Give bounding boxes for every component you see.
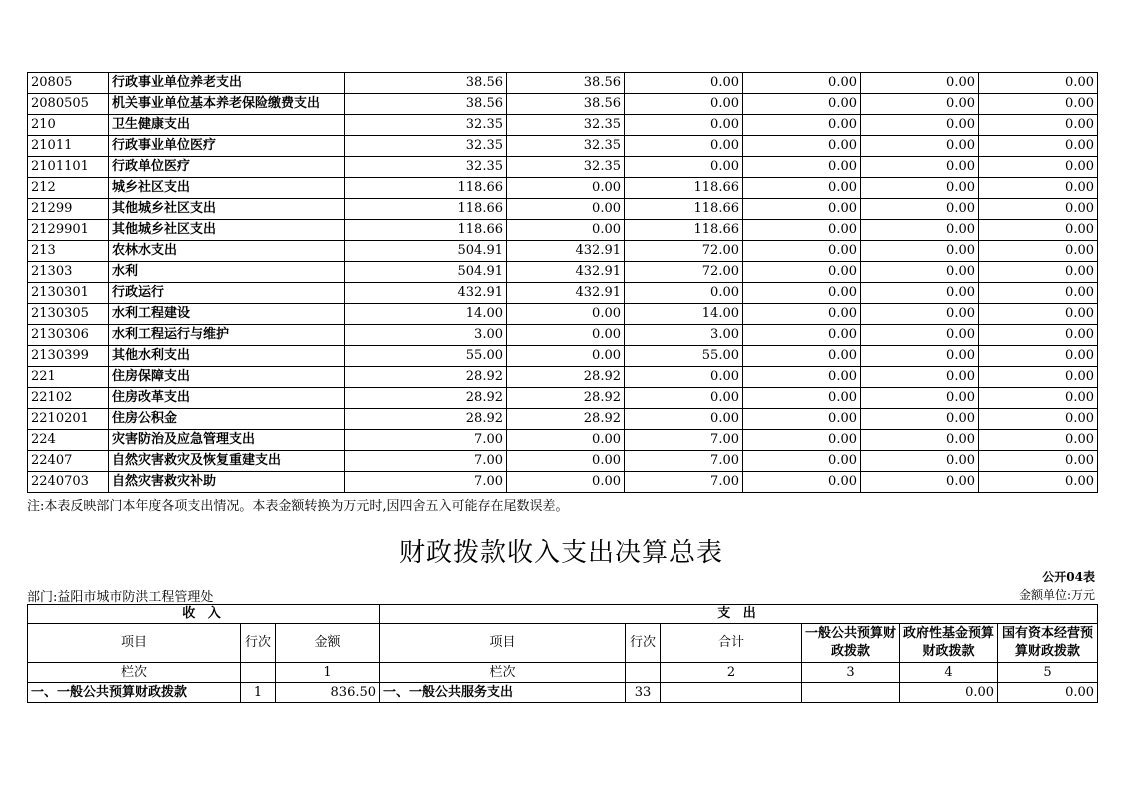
value-cell: 0.00 <box>743 241 861 262</box>
income-row-no: 1 <box>241 683 276 703</box>
subject-code-cell: 2210201 <box>28 409 109 430</box>
value-cell: 0.00 <box>979 94 1098 115</box>
col-income-item: 项目 <box>28 624 241 663</box>
subject-code-cell: 22102 <box>28 388 109 409</box>
value-cell: 0.00 <box>979 115 1098 136</box>
colnum-empty <box>241 663 276 683</box>
table-row <box>28 262 1098 283</box>
colnum-3: 3 <box>802 663 900 683</box>
value-cell: 3.00 <box>625 325 743 346</box>
subject-name-cell: 自然灾害救灾补助 <box>109 472 345 493</box>
value-cell: 0.00 <box>861 73 979 94</box>
value-cell: 0.00 <box>861 451 979 472</box>
value-cell: 504.91 <box>345 262 507 283</box>
value-cell: 0.00 <box>979 451 1098 472</box>
subject-code-cell: 221 <box>28 367 109 388</box>
value-cell: 0.00 <box>743 157 861 178</box>
colnum-5: 5 <box>998 663 1098 683</box>
value-cell: 0.00 <box>507 178 625 199</box>
expense-fund: 0.00 <box>900 683 998 703</box>
value-cell: 432.91 <box>507 241 625 262</box>
value-cell: 0.00 <box>743 472 861 493</box>
col-general-budget: 一般公共预算财政拨款 <box>802 624 900 663</box>
value-cell: 38.56 <box>345 73 507 94</box>
value-cell: 0.00 <box>861 367 979 388</box>
subject-code-cell: 2101101 <box>28 157 109 178</box>
value-cell: 32.35 <box>345 115 507 136</box>
value-cell: 0.00 <box>743 325 861 346</box>
value-cell: 0.00 <box>861 157 979 178</box>
value-cell: 0.00 <box>979 262 1098 283</box>
value-cell: 0.00 <box>625 73 743 94</box>
value-cell: 7.00 <box>345 472 507 493</box>
col-total: 合计 <box>661 624 802 663</box>
value-cell: 0.00 <box>979 241 1098 262</box>
subject-name-cell: 自然灾害救灾及恢复重建支出 <box>109 451 345 472</box>
value-cell: 0.00 <box>743 409 861 430</box>
value-cell: 0.00 <box>861 346 979 367</box>
value-cell: 32.35 <box>345 136 507 157</box>
amount-unit-label: 金额单位:万元 <box>1018 588 1095 602</box>
value-cell: 0.00 <box>979 157 1098 178</box>
value-cell: 432.91 <box>507 283 625 304</box>
value-cell: 0.00 <box>507 346 625 367</box>
value-cell: 28.92 <box>345 367 507 388</box>
value-cell: 0.00 <box>861 262 979 283</box>
value-cell: 7.00 <box>625 472 743 493</box>
value-cell: 38.56 <box>345 94 507 115</box>
value-cell: 3.00 <box>345 325 507 346</box>
table-row <box>28 325 1098 346</box>
summary-table <box>27 604 1098 703</box>
table-row <box>28 409 1098 430</box>
value-cell: 0.00 <box>625 388 743 409</box>
subject-code-cell: 2240703 <box>28 472 109 493</box>
value-cell: 0.00 <box>625 409 743 430</box>
table-note: 注:本表反映部门本年度各项支出情况。本表金额转换为万元时,因四舍五入可能存在尾数误差。 <box>27 499 569 514</box>
table-row <box>28 94 1098 115</box>
value-cell: 0.00 <box>861 409 979 430</box>
value-cell: 0.00 <box>743 451 861 472</box>
table-row <box>28 388 1098 409</box>
value-cell: 0.00 <box>979 325 1098 346</box>
value-cell: 118.66 <box>345 178 507 199</box>
colnum-label-income: 栏次 <box>28 663 241 683</box>
value-cell: 0.00 <box>743 283 861 304</box>
value-cell: 0.00 <box>743 346 861 367</box>
value-cell: 0.00 <box>979 346 1098 367</box>
expense-section-header: 支 出 <box>380 605 1098 624</box>
value-cell: 0.00 <box>979 388 1098 409</box>
value-cell: 0.00 <box>507 472 625 493</box>
col-state-capital: 国有资本经营预算财政拨款 <box>998 624 1098 663</box>
value-cell: 0.00 <box>743 94 861 115</box>
table-row <box>28 136 1098 157</box>
value-cell: 0.00 <box>507 199 625 220</box>
value-cell: 0.00 <box>979 409 1098 430</box>
value-cell: 0.00 <box>507 304 625 325</box>
subject-code-cell: 213 <box>28 241 109 262</box>
value-cell: 0.00 <box>625 283 743 304</box>
subject-name-cell: 行政单位医疗 <box>109 157 345 178</box>
expense-row-no: 33 <box>626 683 661 703</box>
value-cell: 0.00 <box>979 73 1098 94</box>
value-cell: 72.00 <box>625 262 743 283</box>
table-row <box>28 451 1098 472</box>
subject-name-cell: 机关事业单位基本养老保险缴费支出 <box>109 94 345 115</box>
value-cell: 55.00 <box>345 346 507 367</box>
value-cell: 118.66 <box>345 199 507 220</box>
value-cell: 55.00 <box>625 346 743 367</box>
value-cell: 0.00 <box>861 136 979 157</box>
colnum-1: 1 <box>276 663 380 683</box>
value-cell: 0.00 <box>979 220 1098 241</box>
col-expense-item: 项目 <box>380 624 626 663</box>
value-cell: 0.00 <box>861 178 979 199</box>
subject-name-cell: 其他水利支出 <box>109 346 345 367</box>
value-cell: 0.00 <box>979 367 1098 388</box>
value-cell: 0.00 <box>861 304 979 325</box>
value-cell: 28.92 <box>345 409 507 430</box>
table-row <box>28 430 1098 451</box>
value-cell: 0.00 <box>979 283 1098 304</box>
col-fund-budget: 政府性基金预算财政拨款 <box>900 624 998 663</box>
expense-state: 0.00 <box>998 683 1098 703</box>
value-cell: 0.00 <box>507 220 625 241</box>
department-label: 部门:益阳市城市防洪工程管理处 <box>27 590 214 605</box>
subject-code-cell: 20805 <box>28 73 109 94</box>
value-cell: 0.00 <box>743 115 861 136</box>
subject-name-cell: 其他城乡社区支出 <box>109 220 345 241</box>
table-code: 公开04表 <box>1042 570 1095 584</box>
table-row <box>28 283 1098 304</box>
subject-code-cell: 21299 <box>28 199 109 220</box>
value-cell: 0.00 <box>861 199 979 220</box>
value-cell: 28.92 <box>345 388 507 409</box>
value-cell: 0.00 <box>861 325 979 346</box>
value-cell: 28.92 <box>507 367 625 388</box>
value-cell: 32.35 <box>507 115 625 136</box>
table-row <box>28 199 1098 220</box>
value-cell: 0.00 <box>979 430 1098 451</box>
subject-name-cell: 水利工程建设 <box>109 304 345 325</box>
value-cell: 0.00 <box>625 367 743 388</box>
subject-name-cell: 其他城乡社区支出 <box>109 199 345 220</box>
value-cell: 32.35 <box>507 157 625 178</box>
expense-item: 一、一般公共服务支出 <box>380 683 626 703</box>
value-cell: 0.00 <box>743 367 861 388</box>
value-cell: 0.00 <box>507 430 625 451</box>
value-cell: 0.00 <box>861 388 979 409</box>
value-cell: 7.00 <box>345 451 507 472</box>
colnum-empty <box>626 663 661 683</box>
value-cell: 0.00 <box>861 472 979 493</box>
value-cell: 504.91 <box>345 241 507 262</box>
income-section-header: 收 入 <box>28 605 380 624</box>
subject-code-cell: 224 <box>28 430 109 451</box>
value-cell: 432.91 <box>345 283 507 304</box>
value-cell: 28.92 <box>507 409 625 430</box>
value-cell: 14.00 <box>625 304 743 325</box>
subject-code-cell: 21303 <box>28 262 109 283</box>
subject-code-cell: 2130399 <box>28 346 109 367</box>
colnum-4: 4 <box>900 663 998 683</box>
value-cell: 0.00 <box>507 451 625 472</box>
value-cell: 0.00 <box>861 430 979 451</box>
subject-name-cell: 住房保障支出 <box>109 367 345 388</box>
subject-code-cell: 21011 <box>28 136 109 157</box>
value-cell: 38.56 <box>507 94 625 115</box>
expense-total <box>661 683 802 703</box>
value-cell: 0.00 <box>625 94 743 115</box>
colnum-label-expense: 栏次 <box>380 663 626 683</box>
value-cell: 0.00 <box>625 136 743 157</box>
subject-name-cell: 卫生健康支出 <box>109 115 345 136</box>
subject-code-cell: 2130305 <box>28 304 109 325</box>
subject-name-cell: 行政运行 <box>109 283 345 304</box>
col-income-row-no: 行次 <box>241 624 276 663</box>
subject-name-cell: 行政事业单位养老支出 <box>109 73 345 94</box>
value-cell: 0.00 <box>743 430 861 451</box>
value-cell: 0.00 <box>979 472 1098 493</box>
value-cell: 118.66 <box>345 220 507 241</box>
value-cell: 118.66 <box>625 220 743 241</box>
value-cell: 432.91 <box>507 262 625 283</box>
value-cell: 0.00 <box>743 220 861 241</box>
value-cell: 0.00 <box>743 388 861 409</box>
income-amount: 836.50 <box>276 683 380 703</box>
table-row <box>28 472 1098 493</box>
value-cell: 0.00 <box>743 178 861 199</box>
table-row <box>28 220 1098 241</box>
value-cell: 0.00 <box>743 136 861 157</box>
subject-code-cell: 212 <box>28 178 109 199</box>
value-cell: 38.56 <box>507 73 625 94</box>
subject-code-cell: 210 <box>28 115 109 136</box>
value-cell: 0.00 <box>979 136 1098 157</box>
value-cell: 0.00 <box>507 325 625 346</box>
subject-name-cell: 灾害防治及应急管理支出 <box>109 430 345 451</box>
subject-name-cell: 住房公积金 <box>109 409 345 430</box>
value-cell: 0.00 <box>861 220 979 241</box>
subject-code-cell: 22407 <box>28 451 109 472</box>
subject-code-cell: 2080505 <box>28 94 109 115</box>
subject-code-cell: 2130306 <box>28 325 109 346</box>
value-cell: 72.00 <box>625 241 743 262</box>
expense-general <box>802 683 900 703</box>
expense-detail-table <box>27 72 1098 493</box>
page-title: 财政拨款收入支出决算总表 <box>398 538 723 568</box>
table-row <box>28 178 1098 199</box>
value-cell: 0.00 <box>861 283 979 304</box>
value-cell: 0.00 <box>979 199 1098 220</box>
value-cell: 0.00 <box>861 115 979 136</box>
value-cell: 0.00 <box>743 73 861 94</box>
subject-code-cell: 2129901 <box>28 220 109 241</box>
col-expense-row-no: 行次 <box>626 624 661 663</box>
subject-name-cell: 住房改革支出 <box>109 388 345 409</box>
value-cell: 118.66 <box>625 199 743 220</box>
table-row <box>28 73 1098 94</box>
value-cell: 32.35 <box>507 136 625 157</box>
value-cell: 14.00 <box>345 304 507 325</box>
value-cell: 0.00 <box>743 304 861 325</box>
subject-name-cell: 水利工程运行与维护 <box>109 325 345 346</box>
col-income-amount: 金额 <box>276 624 380 663</box>
value-cell: 28.92 <box>507 388 625 409</box>
subject-name-cell: 农林水支出 <box>109 241 345 262</box>
table-row <box>28 367 1098 388</box>
value-cell: 118.66 <box>625 178 743 199</box>
value-cell: 7.00 <box>625 430 743 451</box>
subject-name-cell: 城乡社区支出 <box>109 178 345 199</box>
value-cell: 0.00 <box>861 241 979 262</box>
subject-name-cell: 水利 <box>109 262 345 283</box>
value-cell: 7.00 <box>345 430 507 451</box>
income-item: 一、一般公共预算财政拨款 <box>28 683 241 703</box>
value-cell: 0.00 <box>979 304 1098 325</box>
table-row <box>28 346 1098 367</box>
table-row <box>28 304 1098 325</box>
value-cell: 0.00 <box>743 199 861 220</box>
value-cell: 0.00 <box>979 178 1098 199</box>
subject-name-cell: 行政事业单位医疗 <box>109 136 345 157</box>
value-cell: 0.00 <box>625 115 743 136</box>
subject-code-cell: 2130301 <box>28 283 109 304</box>
table-row <box>28 241 1098 262</box>
value-cell: 0.00 <box>861 94 979 115</box>
colnum-2: 2 <box>661 663 802 683</box>
table-row <box>28 157 1098 178</box>
table-row <box>28 115 1098 136</box>
value-cell: 7.00 <box>625 451 743 472</box>
value-cell: 0.00 <box>625 157 743 178</box>
value-cell: 32.35 <box>345 157 507 178</box>
value-cell: 0.00 <box>743 262 861 283</box>
